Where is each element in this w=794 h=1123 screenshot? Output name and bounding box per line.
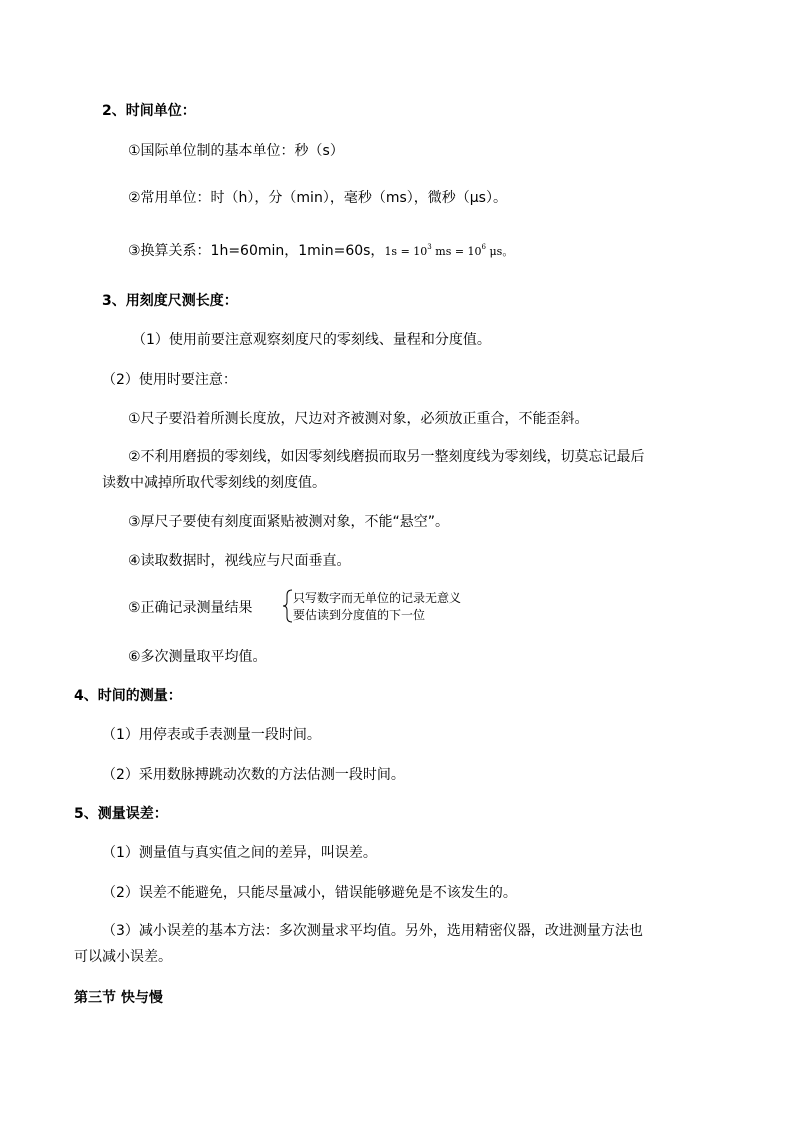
conversion-text: ③换算关系：1h=60min，1min=60s， bbox=[128, 243, 385, 259]
section-title-fast-slow: 第三节 快与慢 bbox=[74, 990, 163, 1006]
heading-time-units: 2、时间单位： bbox=[102, 103, 196, 119]
item5-sub-note-2: 要估读到分度值的下一位 bbox=[293, 608, 426, 622]
paragraph-ruler-item5: ⑤正确记录测量结果 bbox=[128, 600, 253, 616]
paragraph-ruler-item2-line1: ②不利用磨损的零刻线，如因零刻线磨损而取另一整刻度线为零刻线，切莫忘记最后 bbox=[128, 449, 645, 465]
paragraph-error-unavoidable: （2）误差不能避免，只能尽量减小，错误能够避免是不该发生的。 bbox=[102, 885, 517, 901]
paragraph-conversion bbox=[128, 240, 513, 260]
paragraph-pulse: （2）采用数脉搏跳动次数的方法估测一段时间。 bbox=[102, 767, 405, 783]
item5-sub-note-1: 只写数字而无单位的记录无意义 bbox=[293, 591, 462, 605]
paragraph-reduce-error-line2: 可以减小误差。 bbox=[74, 949, 172, 965]
paragraph-reduce-error-line1: （3）减小误差的基本方法：多次测量求平均值。另外，选用精密仪器，改进测量方法也 bbox=[102, 923, 643, 939]
paragraph-ruler-during-use: （2）使用时要注意： bbox=[102, 372, 237, 388]
paragraph-common-units: ②常用单位：时（h），分（min），毫秒（ms），微秒（μs）。 bbox=[128, 190, 507, 206]
heading-measurement-error: 5、测量误差： bbox=[74, 806, 168, 822]
heading-time-measurement: 4、时间的测量： bbox=[74, 688, 182, 704]
paragraph-ruler-item6: ⑥多次测量取平均值。 bbox=[128, 649, 267, 665]
paragraph-error-definition: （1）测量值与真实值之间的差异，叫误差。 bbox=[102, 845, 377, 861]
paragraph-si-unit: ①国际单位制的基本单位：秒（s） bbox=[128, 143, 344, 159]
conversion-formula: $1s = 10^3$ ms = $10^6$ μs。 bbox=[384, 243, 514, 258]
paragraph-stopwatch: （1）用停表或手表测量一段时间。 bbox=[102, 727, 321, 743]
paragraph-ruler-item3: ③厚尺子要使有刻度面紧贴被测对象，不能“悬空”。 bbox=[128, 514, 450, 530]
paragraph-ruler-before-use: （1）使用前要注意观察刻度尺的零刻线、量程和分度值。 bbox=[132, 332, 491, 348]
heading-ruler: 3、用刻度尺测长度： bbox=[102, 293, 238, 309]
paragraph-ruler-item1: ①尺子要沿着所测长度放，尺边对齐被测对象，必须放正重合，不能歪斜。 bbox=[128, 411, 589, 427]
paragraph-ruler-item2-line2: 读数中减掉所取代零刻线的刻度值。 bbox=[102, 475, 326, 491]
paragraph-ruler-item4: ④读取数据时，视线应与尺面垂直。 bbox=[128, 553, 351, 569]
